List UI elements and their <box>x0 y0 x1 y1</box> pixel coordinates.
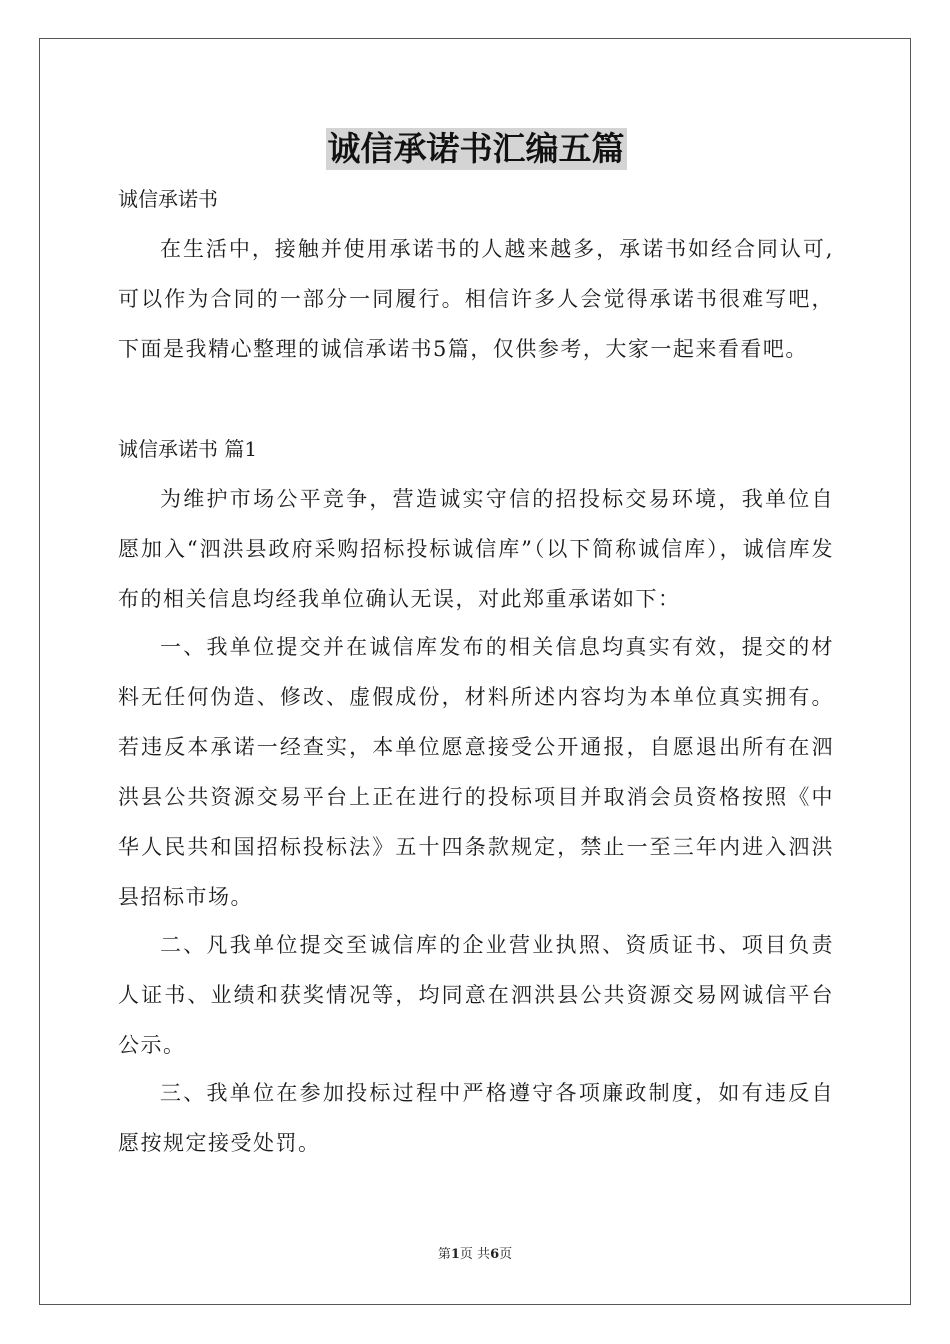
page-number-suffix: 页 <box>499 1247 513 1262</box>
page-number-prefix: 第 <box>437 1247 451 1262</box>
section-heading: 诚信承诺书 篇1 <box>118 437 258 461</box>
intro-heading: 诚信承诺书 <box>118 187 218 211</box>
document-title: 诚信承诺书汇编五篇 <box>327 129 625 168</box>
page-number-current: 1 <box>450 1247 460 1262</box>
title-wrap <box>118 128 834 170</box>
page-number-total: 6 <box>490 1247 500 1262</box>
paragraph-2: 一、我单位提交并在诚信库发布的相关信息均真实有效，提交的材料无任何伪造、修改、虚假成份，材料所述内容均为本单位真实拥有。若违反本承诺一经查实，本单位愿意接受公开通报，自愿退出所有在泗洪县公共资源交易平台上正在进行的投标项目并取消会员资格按照《中华人民共和国招标投标法》五十四条款规定，禁止一至三年内进入泗洪县招标市场。 <box>118 635 834 909</box>
intro-paragraph: 在生活中，接触并使用承诺书的人越来越多，承诺书如经合同认可,可以作为合同的一部分一同履行。相信许多人会觉得承诺书很难写吧，下面是我精心整理的诚信承诺书5篇，仅供参考，大家一起来看看吧。 <box>118 237 834 361</box>
paragraph-1: 为维护市场公平竞争，营造诚实守信的招投标交易环境，我单位自愿加入“泗洪县政府采购招标投标诚信库”（以下简称诚信库），诚信库发布的相关信息均经我单位确认无误，对此郑重承诺如下： <box>118 487 834 611</box>
page-number-mid: 页 共 <box>459 1247 491 1262</box>
page-footer <box>0 1246 950 1264</box>
paragraph-4: 三、我单位在参加投标过程中严格遵守各项廉政制度，如有违反自愿按规定接受处罚。 <box>118 1081 834 1155</box>
paragraph-3: 二、凡我单位提交至诚信库的企业营业执照、资质证书、项目负责人证书、业绩和获奖情况等，均同意在泗洪县公共资源交易网诚信平台公示。 <box>118 933 834 1057</box>
